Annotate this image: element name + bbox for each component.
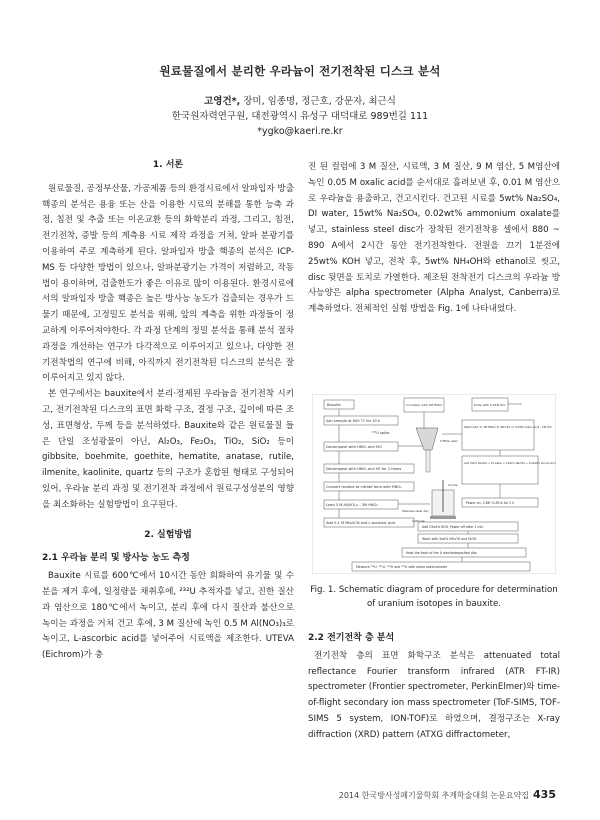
- co-authors: 장미, 임종명, 정근호, 강문자, 최근식: [240, 96, 396, 107]
- fig-label-heat: Heat the back of the U electrodeposited disc: [406, 551, 478, 555]
- fig-label-add-scn: Add 0.1 M NH₄SCN and L-ascorbic acid: [326, 521, 396, 525]
- fig-label-elute: Elute with 0.01M HCl: [474, 403, 506, 407]
- method-heading: 2. 실험방법: [144, 529, 192, 540]
- fig-label-wash-column: Wash with 1) 3M HNO₃ 2) 9M HCl 3) 0.05M oxalic acid - 5M HCl: [464, 425, 552, 429]
- intro-heading: 1. 서론: [152, 160, 184, 170]
- fig-label-spike: ²³²U spike: [372, 431, 390, 435]
- paper-title: 원료물질에서 분리한 우라늄이 전기전착된 디스크 분석: [159, 64, 441, 78]
- fig-label-bauxite: Bauxite: [327, 403, 341, 407]
- fig-label-wash-disc: Wash with 5wt% NH₄OH and EtOH: [422, 537, 477, 541]
- email: *ygko@kaeri.re.kr: [257, 126, 343, 137]
- fig-label-decompose-1: Decompose with HNO₃ and HCl: [326, 445, 383, 449]
- fig-label-decompose-2: Decompose with HNO₃ and HF for 2 times: [326, 467, 402, 471]
- right-column-top: [308, 160, 560, 318]
- lead-author: 고영건*,: [204, 96, 241, 107]
- fig-label-anode: Anode: [448, 483, 458, 487]
- figure-caption: Fig. 1. Schematic diagram of procedure for determination of uranium isotopes in bauxite.: [310, 585, 558, 609]
- fig-label-add-electrolyte: Add 5wt% Na₂SO₄ + DI water + 15wt% Na₂SO₄ + 0.02wt% ammonium oxalate: [464, 462, 556, 465]
- cathode-disc: [430, 516, 456, 519]
- fig-label-cathode: Cathode: [412, 519, 425, 523]
- fig-label-convert: Convert residue to nitrate form with HNO₃: [326, 485, 402, 489]
- column-stem: [426, 450, 430, 472]
- left-column: [42, 158, 294, 664]
- right-column-bottom: [308, 631, 560, 744]
- author-block: [0, 94, 600, 139]
- fig-label-measure: Measure ²³⁸U, ²³⁵U, ²³⁴U and ²³²U with alpha spectrometer: [356, 565, 448, 569]
- subsection-2-1-text: Bauxite 시료를 600℃에서 10시간 동안 회화하여 유기물 및 수분을 제거 후에, 일정량을 채취후에, ²³²U 추적자를 넣고, 진한 질산과 염산으로 180℃에서 녹이고, 분리 후에 다시 질산과 불산으로 녹이는 과정을 거쳐 건고 후에, 3 M 질산에 녹인 0.5 M Al(NO₃)₃로 녹이고, L-ascorbic acid를 넣어주어 시료액을 제조한다. UTEVA (Eichrom)가 충: [42, 571, 294, 661]
- fig-label-steel-disc: Stainless steel disc: [402, 509, 429, 513]
- intro-paragraph-1: 원료물질, 공정부산물, 가공제품 등의 환경시료에서 알파입자 방출 핵종의 분석은 용융 또는 산을 이용한 시료의 분해를 통한 능축 과정, 침전 및 추출 또는 이온교환 등의 화학분리 과정, 그리고, 침전, 전기전착, 증발 등의 계측용 시료 제작 과정을 거쳐, 알파 분광기를 이용하여 주로 계측하게 된다. 알파입자 방출 핵종의 분석은 ICP-MS 등 다양한 방법이 있으나, 알파분광기는 가격이 저렴하고, 작동법이 용이하며, 검출한도가 좋은 이유로 많이 이용된다. 환경시료에서의 알파입자 방출 핵종은 높은 방사능 농도가 검출되는 경우가 드물기 때문에, 고정밀도 분석을 위해, 앞의 계측을 위한 과정들이 정교하게 이루어져야한다. 각 과정 단계의 정밀 분석을 통해 분석 절차 과정을 개선하는 연구가 다각적으로 이루어지고 있으나, 다양한 전기전착법의 연구에 비해, 아직까지 전기전착된 디스크의 분석은 잘 이루어지고 있지 않다.: [42, 183, 294, 384]
- fig-label-load: Load 3 M Al(NO₃)₃ - 3M HNO₃: [326, 503, 378, 507]
- flow-box-add-electrolyte: [462, 456, 538, 484]
- author-names: [0, 94, 600, 109]
- affiliation: 한국원자력연구원, 대전광역시 유성구 대덕대로 989번길 111: [171, 111, 429, 122]
- footer-text: 2014 한국방사성폐기물학회 추계학술대회 논문요약집: [338, 791, 530, 800]
- fig-label-uteva: UTEVA resin: [440, 439, 459, 443]
- intro-paragraph-2: 본 연구에서는 bauxite에서 분리·정제된 우라늄을 전기전착 시키고, 전기전착된 디스크의 표면 화학 구조, 결정 구조, 깊이에 따른 조성, 표면형상, 두께 등을 분석하였다. Bauxite와 같은 원료물질 들은 단일 조성광물이 아닌, Al₂O₃, Fe₂O₃, TiO₂, SiO₂ 등이 gibbsite, boehmite, goethite, hematite, anatase, rutile, ilmenite, kaolinite, quartz 등의 구조가 혼합된 형태로 구성되어 있어, 우라늄 분리 과정 및 전기전착 과정에서 원료구성성분의 영향을 최소화하는 실험방법이 요구된다.: [42, 389, 294, 510]
- fig-label-ash: Ash sample at 600 °C for 10 h: [326, 419, 381, 423]
- fig-label-condition: Condition with 3M HNO₃: [406, 403, 443, 407]
- fig-label-add-koh: Add 25wt% KOH, Power off after 1 min: [422, 525, 484, 529]
- page-number: 435: [533, 788, 556, 801]
- page-footer: [339, 788, 556, 801]
- subsection-2-1-heading: 2.1 우라늄 분리 및 방사능 농도 측정: [42, 553, 190, 564]
- procedure-figure: [312, 394, 556, 574]
- fig-label-power-on: Power on, 0.86~0.89 A for 2 h: [466, 501, 515, 505]
- subsection-2-2-heading: 2.2 전기전착 층 분석: [308, 633, 395, 643]
- subsection-2-2-text: 전기전착 층의 표면 화학구조 분석은 attenuated total reflectance Fourier transform infrared (ATR FT-IR) spectrometer (Frontier spectrometer, PerkinElmer)와 time-of-flight secondary ion mass spectrometer (ToF-SIMS, TOF-SIMS 5 system, ION-TOF)로 하였으며, 결정구조는 X-ray diffraction (XRD) pattern (ATXG diffractometer,: [308, 650, 560, 740]
- method-continued-text: 진 된 컬럼에 3 M 질산, 시료액, 3 M 질산, 9 M 염산, 5 M염산에 녹인 0.05 M oxalic acid를 순서대로 흘려보낸 후, 0.01 M 염산으로 우라늄을 용출하고, 건고시킨다. 건고된 시료를 5wt% Na₂SO₄, DI water, 15wt% Na₂SO₄, 0.02wt% ammonium oxalate를 넣고, stainless steel disc가 장착된 전기전착용 셀에서 880 ~ 890 A에서 2시간 동안 전기전착한다. 전원을 끄기 1분전에 25wt% KOH 넣고, 전착 후, 5wt% NH₄OH와 ethanol로 씻고, disc 뒷면을 토치로 가열한다. 제조된 전착전기 디스크의 우라늄 방사능양은 alpha spectrometer (Alpha Analyst, Canberra)로 계측하였다. 전체적인 실험 방법을 Fig. 1에 나타내었다.: [308, 162, 560, 315]
